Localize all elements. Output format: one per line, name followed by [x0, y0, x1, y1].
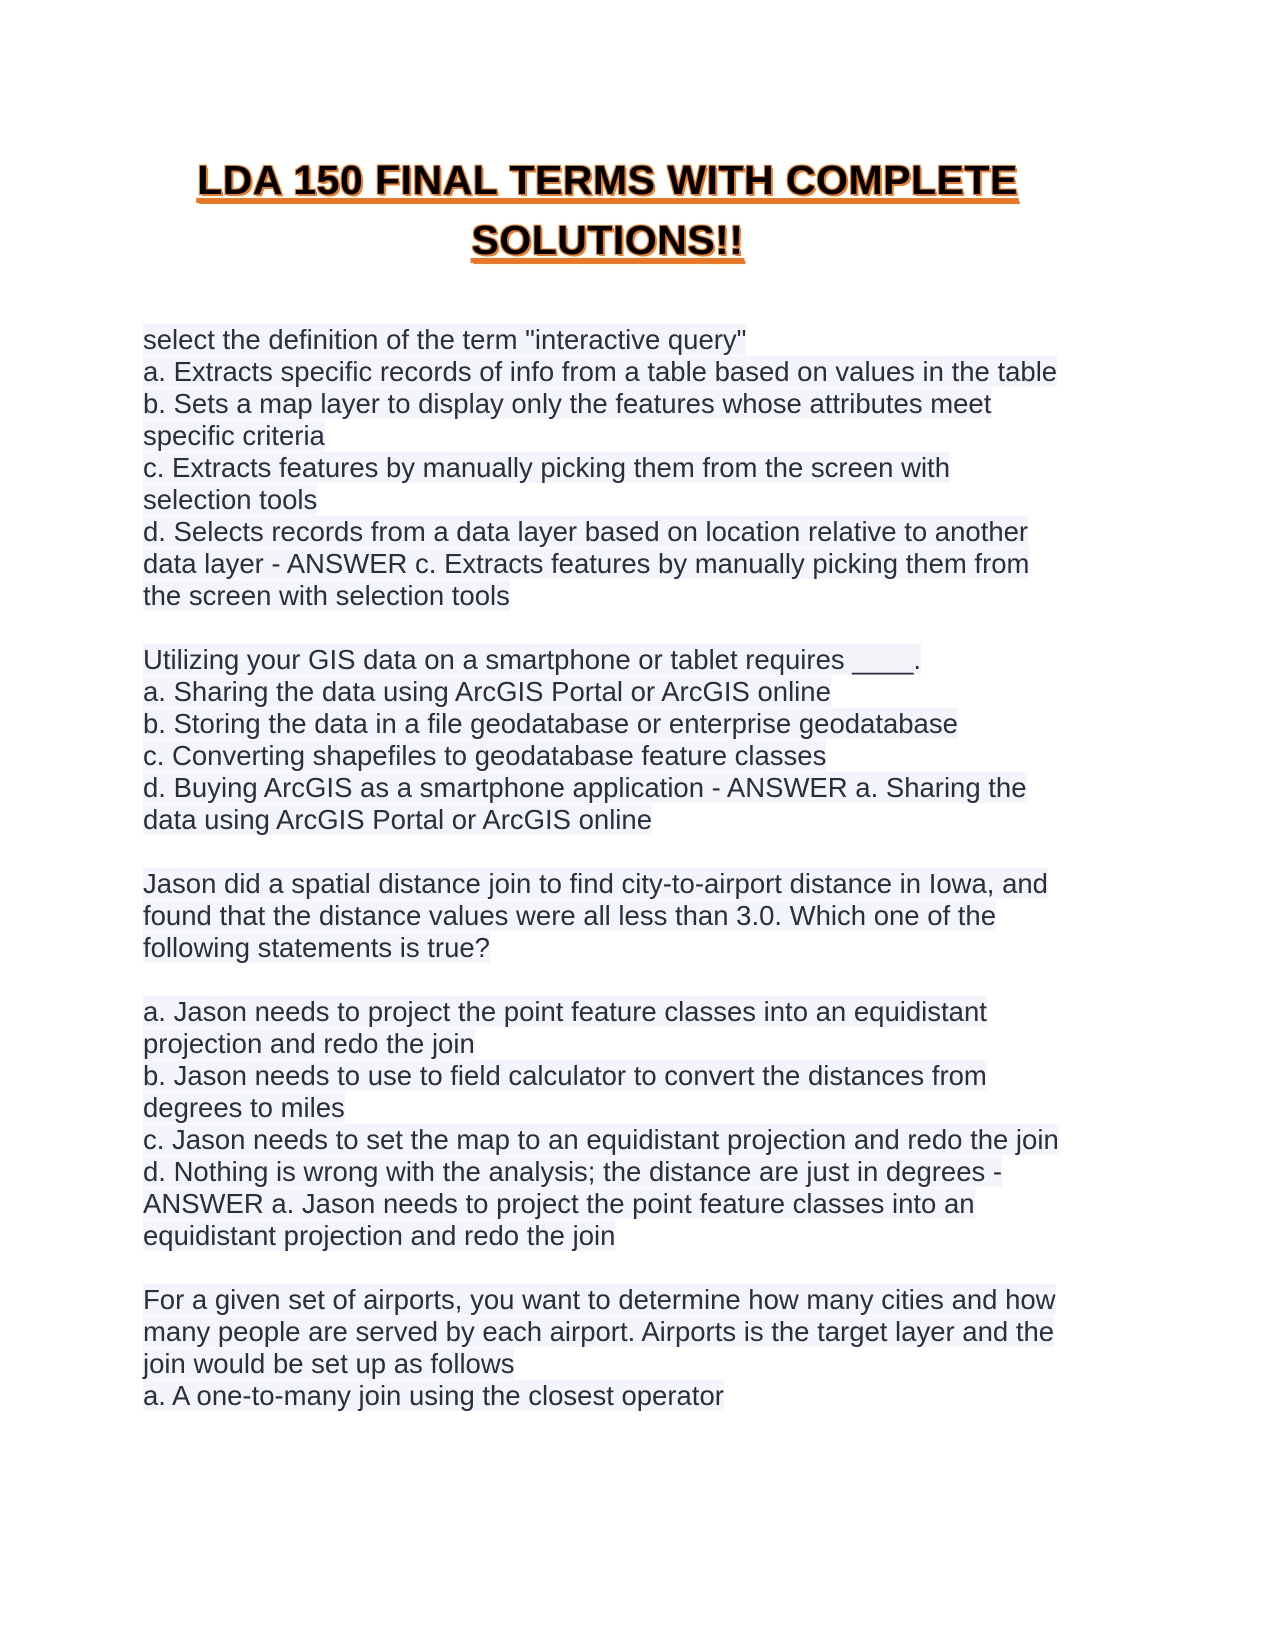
title-line-2: SOLUTIONS!!	[471, 217, 744, 263]
text-line: b. Jason needs to use to field calculator to convert the distances from	[143, 1060, 987, 1091]
text-line: d. Nothing is wrong with the analysis; the distance are just in degrees -	[143, 1156, 1003, 1187]
question-block-1	[143, 324, 1083, 612]
question-block-2	[143, 644, 1083, 836]
text-line: data using ArcGIS Portal or ArcGIS online	[143, 804, 653, 835]
text-line: Utilizing your GIS data on a smartphone or tablet requires ____.	[143, 644, 922, 675]
text-line: projection and redo the join	[143, 1028, 475, 1059]
text-line: a. Jason needs to project the point feature classes into an equidistant	[143, 996, 987, 1027]
text-line: data layer - ANSWER c. Extracts features by manually picking them from	[143, 548, 1030, 579]
text-line: b. Storing the data in a file geodatabase or enterprise geodatabase	[143, 708, 958, 739]
question-block-3	[143, 868, 1083, 964]
text-line: c. Converting shapefiles to geodatabase feature classes	[143, 740, 827, 771]
text-line: ANSWER a. Jason needs to project the point feature classes into an	[143, 1188, 975, 1219]
text-line: following statements is true?	[143, 932, 490, 963]
text-line: equidistant projection and redo the join	[143, 1220, 616, 1251]
text-line: d. Selects records from a data layer based on location relative to another	[143, 516, 1029, 547]
text-line: specific criteria	[143, 420, 325, 451]
document-title	[140, 150, 1075, 270]
text-line: For a given set of airports, you want to determine how many cities and how	[143, 1284, 1056, 1315]
text-line: a. A one-to-many join using the closest operator	[143, 1380, 724, 1411]
text-line: Jason did a spatial distance join to find city-to-airport distance in Iowa, and	[143, 868, 1048, 899]
text-line: a. Extracts specific records of info from a table based on values in the table	[143, 356, 1058, 387]
text-line: degrees to miles	[143, 1092, 345, 1123]
text-line: b. Sets a map layer to display only the features whose attributes meet	[143, 388, 992, 419]
text-line: d. Buying ArcGIS as a smartphone application - ANSWER a. Sharing the	[143, 772, 1027, 803]
text-line: a. Sharing the data using ArcGIS Portal or ArcGIS online	[143, 676, 831, 707]
title-line-1: LDA 150 FINAL TERMS WITH COMPLETE	[197, 157, 1018, 203]
text-line: selection tools	[143, 484, 318, 515]
text-line: select the definition of the term "interactive query"	[143, 324, 747, 355]
question-block-4	[143, 1284, 1083, 1412]
document-body	[143, 324, 1083, 1444]
text-line: found that the distance values were all less than 3.0. Which one of the	[143, 900, 997, 931]
question-block-3-options	[143, 996, 1083, 1252]
text-line: c. Jason needs to set the map to an equidistant projection and redo the join	[143, 1124, 1059, 1155]
text-line: many people are served by each airport. Airports is the target layer and the	[143, 1316, 1055, 1347]
text-line: the screen with selection tools	[143, 580, 510, 611]
text-line: c. Extracts features by manually picking them from the screen with	[143, 452, 950, 483]
text-line: join would be set up as follows	[143, 1348, 515, 1379]
